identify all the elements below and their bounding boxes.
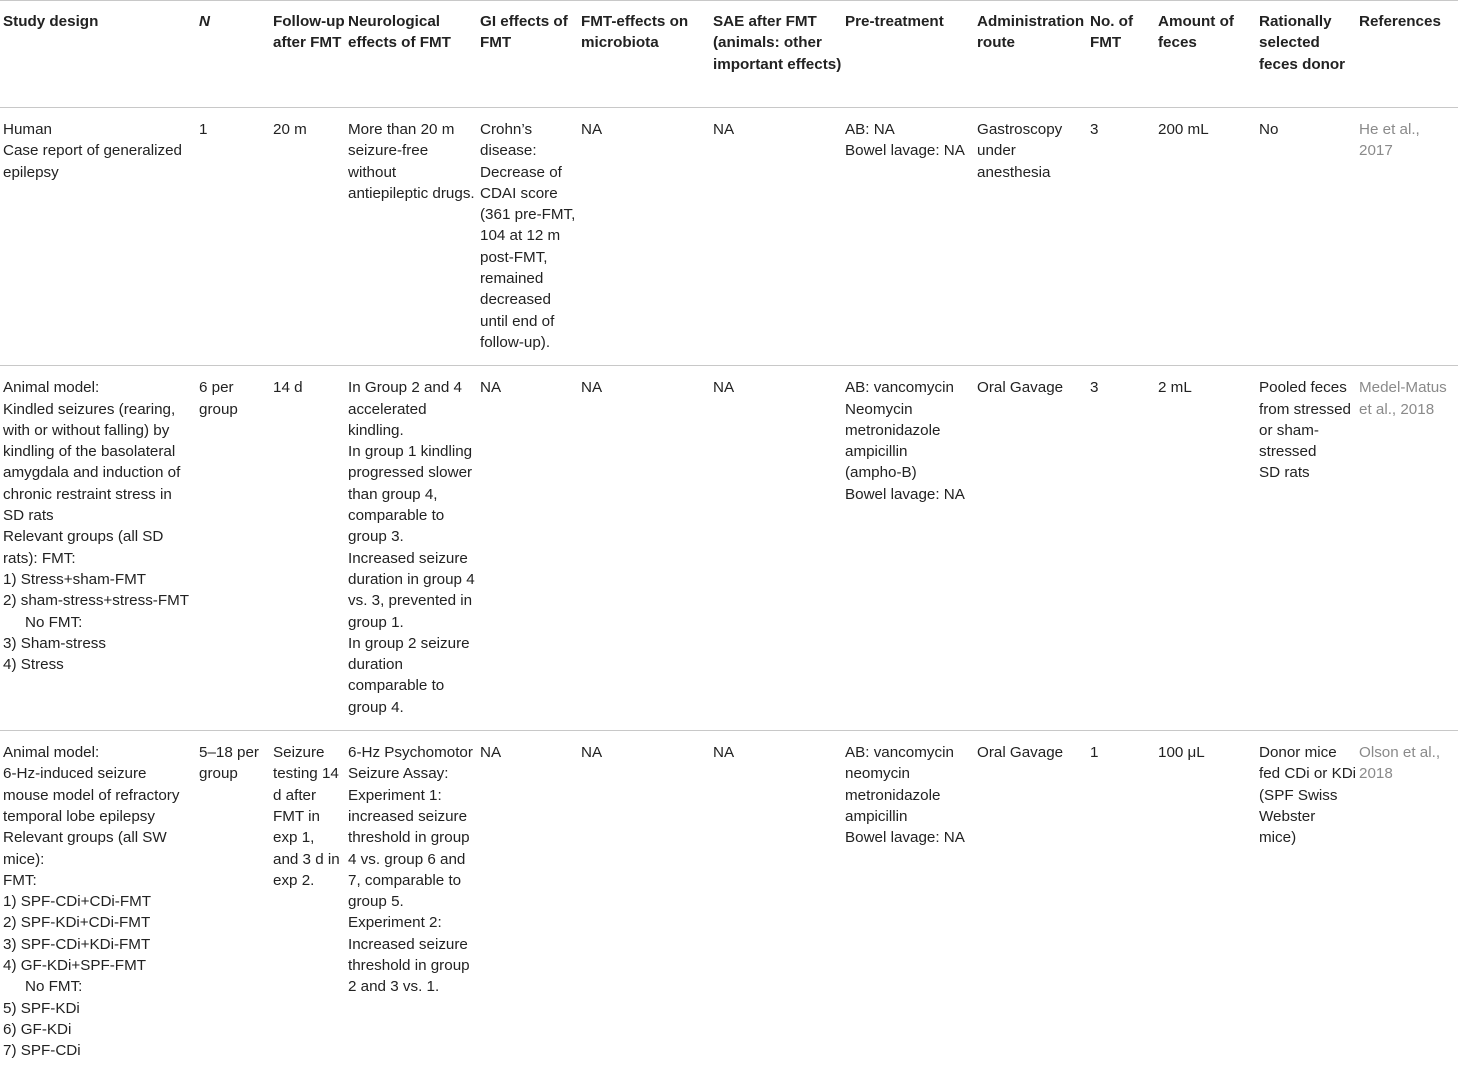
cell-microbiota-effects: [578, 731, 710, 1073]
cell-references: [1356, 366, 1458, 731]
cell-line: SD rats: [3, 507, 54, 525]
cell-line: group 1.: [348, 613, 404, 631]
cell-line: NA: [713, 379, 735, 397]
cell-line: threshold in group: [348, 956, 470, 974]
cell-line: comparable to: [348, 507, 445, 525]
cell-line: 2 and 3 vs. 1.: [348, 978, 440, 996]
cell-study-design: [0, 108, 196, 366]
cell-line: disease:: [480, 142, 537, 160]
cell-amount-of-feces: [1155, 731, 1256, 1073]
cell-line: Oral Gavage: [977, 379, 1064, 397]
cell-line: FMT in: [273, 807, 320, 825]
cell-line: et al., 2018: [1359, 400, 1435, 418]
header-references: References: [1356, 1, 1458, 108]
cell-line: until end of: [480, 312, 555, 330]
cell-microbiota-effects: [578, 108, 710, 366]
cell-line: under: [977, 142, 1016, 160]
cell-line: 200 mL: [1158, 121, 1209, 138]
cell-line: Bowel lavage: NA: [845, 485, 965, 503]
header-study-design: Study design: [0, 1, 196, 108]
cell-line: Relevant groups (all SD: [3, 528, 164, 546]
cell-neurological-effects: [345, 108, 477, 366]
table-row: [0, 366, 1458, 731]
header-n: N: [196, 1, 270, 108]
cell-line: seizure-free: [348, 142, 429, 160]
cell-line: with or without falling) by: [3, 421, 170, 439]
cell-line: Gastroscopy: [977, 121, 1063, 138]
cell-line: No FMT:: [25, 613, 83, 631]
cell-gi-effects: [477, 366, 578, 731]
cell-follow-up: [270, 108, 345, 366]
cell-line: ampicillin: [845, 443, 908, 461]
cell-line: chronic restraint stress in: [3, 485, 172, 503]
cell-line: vs. 3, prevented in: [348, 592, 473, 610]
cell-line: Seizure Assay:: [348, 765, 449, 783]
cell-line: Medel-Matus: [1359, 379, 1447, 397]
cell-line: In Group 2 and 4: [348, 379, 462, 397]
cell-no-of-fmt: [1087, 108, 1155, 366]
cell-line: from stressed: [1259, 400, 1351, 418]
cell-line: Neomycin: [845, 400, 913, 418]
cell-line: Olson et al.,: [1359, 744, 1441, 762]
cell-line: Donor mice: [1259, 744, 1337, 762]
cell-line: 2 mL: [1158, 379, 1192, 397]
cell-line: 5) SPF-KDi: [3, 999, 80, 1017]
cell-line: increased seizure: [348, 807, 468, 825]
cell-line: ampicillin: [845, 807, 908, 825]
cell-line: comparable to: [348, 677, 445, 695]
cell-line: 1: [1090, 744, 1099, 762]
header-no-of-fmt: No. of FMT: [1087, 1, 1155, 108]
cell-line: Increased seizure: [348, 549, 468, 567]
cell-line: In group 1 kindling: [348, 443, 473, 461]
cell-no-of-fmt: [1087, 731, 1155, 1073]
cell-line: NA: [713, 121, 735, 138]
cell-gi-effects: [477, 108, 578, 366]
cell-amount-of-feces: [1155, 108, 1256, 366]
cell-line: 3: [1090, 379, 1099, 397]
cell-line: NA: [581, 379, 603, 397]
cell-line: NA: [480, 744, 502, 762]
header-neurological-effects: Neurological effects of FMT: [345, 1, 477, 108]
cell-line: 2) SPF-KDi+CDi-FMT: [3, 914, 151, 932]
cell-line: NA: [581, 121, 603, 138]
cell-administration-route: [974, 366, 1087, 731]
cell-pre-treatment: [842, 108, 974, 366]
cell-line: antiepileptic drugs.: [348, 184, 475, 202]
cell-line: and 3 d in: [273, 850, 340, 868]
cell-donor-selection: [1256, 731, 1356, 1073]
cell-administration-route: [974, 108, 1087, 366]
table-header-row: [0, 1, 1458, 108]
cell-line: He et al.,: [1359, 121, 1420, 138]
cell-line: progressed slower: [348, 464, 473, 482]
cell-line: than group 4,: [348, 485, 438, 503]
table-row: [0, 108, 1458, 366]
cell-line: exp 1,: [273, 829, 315, 847]
cell-line: Pooled feces: [1259, 379, 1347, 397]
cell-line: Bowel lavage: NA: [845, 829, 965, 847]
cell-line: 104 at 12 m: [480, 227, 561, 245]
cell-n: [196, 366, 270, 731]
cell-n: [196, 108, 270, 366]
cell-line: kindling.: [348, 421, 404, 439]
cell-line: Bowel lavage: NA: [845, 142, 965, 160]
cell-follow-up: [270, 366, 345, 731]
cell-line: amygdala and induction of: [3, 464, 181, 482]
cell-line: NA: [480, 379, 502, 397]
cell-line: 2017: [1359, 142, 1393, 160]
cell-line: 5–18 per: [199, 744, 259, 762]
cell-line: metronidazole: [845, 786, 941, 804]
cell-line: 100 μL: [1158, 744, 1205, 762]
cell-line: group: [199, 400, 238, 418]
cell-line: Animal model:: [3, 744, 100, 762]
cell-line: testing 14: [273, 765, 339, 783]
cell-line: remained: [480, 270, 544, 288]
cell-line: 2) sham-stress+stress-FMT: [3, 592, 190, 610]
cell-line: 6) GF-KDi: [3, 1020, 72, 1038]
cell-line: AB: NA: [845, 121, 895, 138]
cell-line: mouse model of refractory: [3, 786, 180, 804]
header-sae: SAE after FMT (animals: other important effects): [710, 1, 842, 108]
cell-line: 6 per: [199, 379, 234, 397]
cell-line: d after: [273, 786, 317, 804]
cell-line: neomycin: [845, 765, 910, 783]
cell-line: 2018: [1359, 765, 1393, 783]
cell-donor-selection: [1256, 108, 1356, 366]
cell-line: Human: [3, 121, 52, 138]
cell-amount-of-feces: [1155, 366, 1256, 731]
cell-sae: [710, 366, 842, 731]
cell-line: No FMT:: [25, 978, 83, 996]
cell-line: 7, comparable to: [348, 871, 462, 889]
header-gi-effects: GI effects of FMT: [477, 1, 578, 108]
cell-sae: [710, 731, 842, 1073]
cell-line: (ampho-B): [845, 464, 917, 482]
cell-line: 4) GF-KDi+SPF-FMT: [3, 956, 147, 974]
cell-line: 3) SPF-CDi+KDi-FMT: [3, 935, 151, 953]
cell-line: kindling of the basolateral: [3, 443, 176, 461]
cell-line: metronidazole: [845, 421, 941, 439]
cell-line: accelerated: [348, 400, 427, 418]
cell-line: AB: vancomycin: [845, 744, 954, 762]
cell-line: 7) SPF-CDi: [3, 1042, 81, 1060]
cell-pre-treatment: [842, 731, 974, 1073]
cell-line: stressed: [1259, 443, 1317, 461]
cell-n: [196, 731, 270, 1073]
cell-sae: [710, 108, 842, 366]
cell-line: In group 2 seizure: [348, 634, 470, 652]
cell-line: group: [199, 765, 238, 783]
cell-microbiota-effects: [578, 366, 710, 731]
cell-line: epilepsy: [3, 163, 59, 181]
cell-references: [1356, 108, 1458, 366]
header-administration-route: Administration route: [974, 1, 1087, 108]
cell-line: 1: [199, 121, 208, 138]
header-donor-selection: Rationally selected feces donor: [1256, 1, 1356, 108]
cell-line: Kindled seizures (rearing,: [3, 400, 176, 418]
cell-line: mice):: [3, 850, 45, 868]
cell-line: or sham-: [1259, 421, 1319, 439]
cell-line: (SPF Swiss: [1259, 786, 1338, 804]
cell-references: [1356, 731, 1458, 1073]
cell-line: 4 vs. group 6 and: [348, 850, 466, 868]
header-amount-of-feces: Amount of feces: [1155, 1, 1256, 108]
cell-study-design: [0, 731, 196, 1073]
cell-line: 20 m: [273, 121, 307, 138]
cell-line: decreased: [480, 291, 551, 309]
cell-line: 3) Sham-stress: [3, 634, 106, 652]
cell-donor-selection: [1256, 366, 1356, 731]
table-row: [0, 731, 1458, 1073]
cell-line: 1) SPF-CDi+CDi-FMT: [3, 893, 152, 911]
cell-line: anesthesia: [977, 163, 1051, 181]
cell-line: 6-Hz-induced seizure: [3, 765, 147, 783]
header-microbiota-effects: FMT-effects on microbiota: [578, 1, 710, 108]
cell-line: group 3.: [348, 528, 404, 546]
cell-line: 1) Stress+sham-FMT: [3, 570, 147, 588]
cell-line: without: [348, 163, 397, 181]
cell-line: Seizure: [273, 744, 325, 762]
header-follow-up: Follow-up after FMT: [270, 1, 345, 108]
cell-line: Experiment 1:: [348, 786, 442, 804]
cell-line: 6-Hz Psychomotor: [348, 744, 473, 762]
cell-line: Oral Gavage: [977, 744, 1064, 762]
cell-line: Increased seizure: [348, 935, 468, 953]
cell-line: More than 20 m: [348, 121, 455, 138]
cell-line: Case report of generalized: [3, 142, 182, 160]
cell-line: duration in group 4: [348, 570, 475, 588]
cell-line: Decrease of: [480, 163, 562, 181]
cell-line: NA: [581, 744, 603, 762]
cell-line: 4) Stress: [3, 656, 64, 674]
cell-no-of-fmt: [1087, 366, 1155, 731]
cell-line: No: [1259, 121, 1279, 138]
cell-line: SD rats: [1259, 464, 1310, 482]
cell-line: exp 2.: [273, 871, 315, 889]
cell-line: duration: [348, 656, 403, 674]
cell-follow-up: [270, 731, 345, 1073]
cell-line: Experiment 2:: [348, 914, 442, 932]
cell-line: 14 d: [273, 379, 303, 397]
cell-neurological-effects: [345, 731, 477, 1073]
cell-line: Relevant groups (all SW: [3, 829, 167, 847]
cell-line: NA: [713, 744, 735, 762]
cell-line: fed CDi or KDi: [1259, 765, 1357, 783]
cell-line: post-FMT,: [480, 248, 548, 266]
cell-line: 3: [1090, 121, 1099, 138]
cell-line: group 5.: [348, 893, 404, 911]
cell-line: Animal model:: [3, 379, 100, 397]
cell-line: group 4.: [348, 698, 404, 716]
cell-line: follow-up).: [480, 333, 551, 351]
cell-line: rats): FMT:: [3, 549, 76, 567]
cell-line: FMT:: [3, 871, 37, 889]
cell-line: Crohn’s: [480, 121, 533, 138]
cell-line: (361 pre-FMT,: [480, 206, 576, 224]
cell-line: mice): [1259, 829, 1297, 847]
header-pre-treatment: Pre-treatment: [842, 1, 974, 108]
cell-line: Webster: [1259, 807, 1316, 825]
cell-line: AB: vancomycin: [845, 379, 954, 397]
cell-line: threshold in group: [348, 829, 470, 847]
cell-line: CDAI score: [480, 184, 558, 202]
cell-administration-route: [974, 731, 1087, 1073]
cell-neurological-effects: [345, 366, 477, 731]
cell-gi-effects: [477, 731, 578, 1073]
cell-line: temporal lobe epilepsy: [3, 807, 155, 825]
cell-study-design: [0, 366, 196, 731]
cell-pre-treatment: [842, 366, 974, 731]
